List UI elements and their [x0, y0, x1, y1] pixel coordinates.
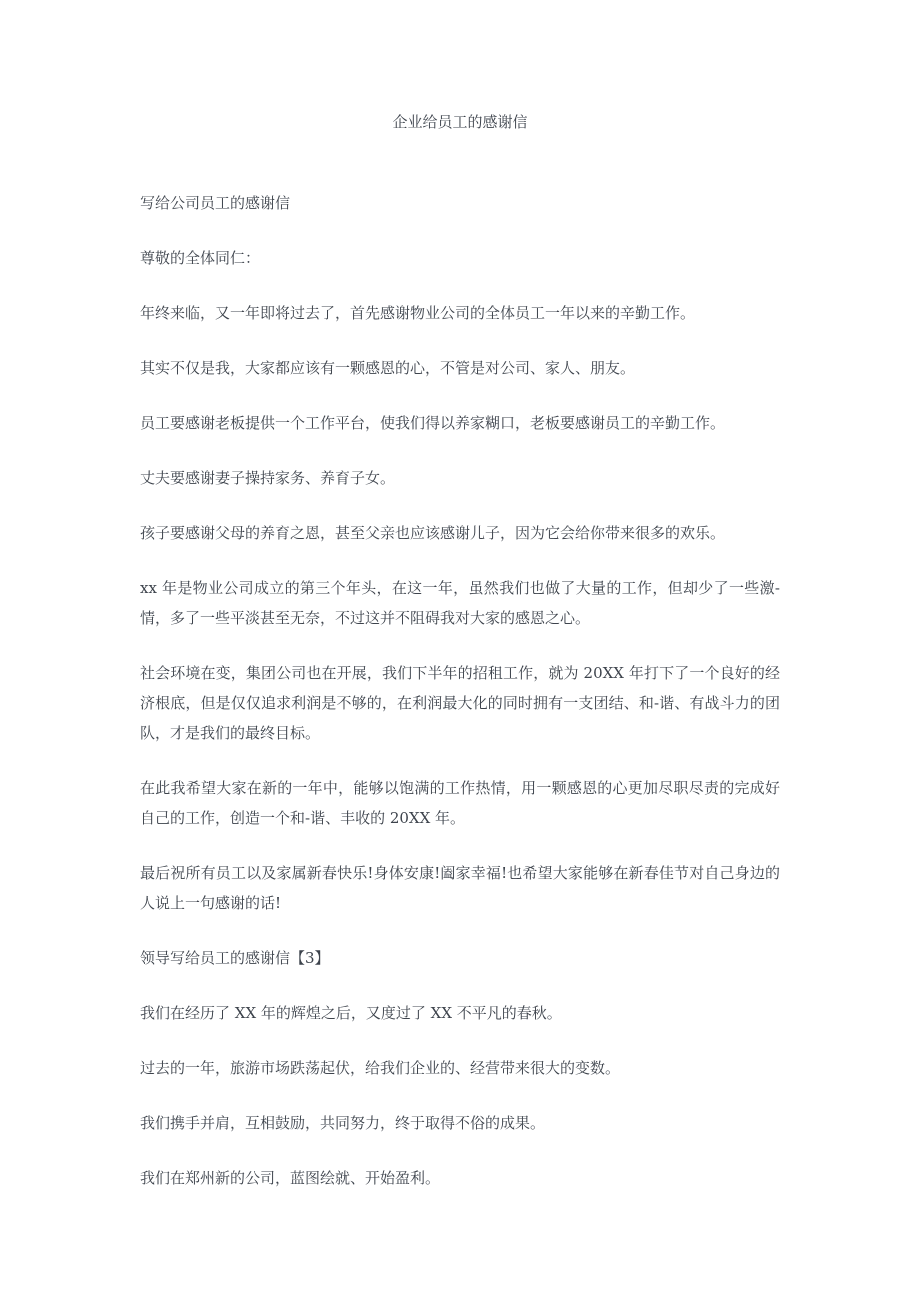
paragraph: 尊敬的全体同仁：: [140, 249, 261, 267]
document-title: 企业给员工的感谢信: [392, 113, 528, 131]
paragraph: xx 年是物业公司成立的第三个年头，在这一年，虽然我们也做了大量的工作，但却少了一些激-情，多了一些平淡甚至无奈，不过这并不阻碍我对大家的感恩之心。: [140, 579, 780, 627]
paragraph: 最后祝所有员工以及家属新春快乐!身体安康!阖家幸福!也希望大家能够在新春佳节对自己身边的人说上一句感谢的话!: [140, 864, 780, 912]
document-body: [140, 188, 780, 1193]
paragraph: 我们在郑州新的公司，蓝图绘就、开始盈利。: [140, 1169, 441, 1187]
paragraph: 我们在经历了 XX 年的辉煌之后，又度过了 XX 不平凡的春秋。: [140, 1004, 562, 1022]
paragraph: 社会环境在变，集团公司也在开展，我们下半年的招租工作，就为 20XX 年打下了一个良好的经济根底，但是仅仅追求利润是不够的，在利润最大化的同时拥有一支团结、和-谐、有战斗力的团队，才是我们的最终目标。: [140, 664, 780, 742]
paragraph: 写给公司员工的感谢信: [140, 194, 291, 212]
paragraph: 年终来临，又一年即将过去了，首先感谢物业公司的全体员工一年以来的辛勤工作。: [140, 304, 696, 322]
paragraph: 过去的一年，旅游市场跌荡起伏，给我们企业的、经营带来很大的变数。: [140, 1059, 621, 1077]
paragraph: 员工要感谢老板提供一个工作平台，使我们得以养家糊口，老板要感谢员工的辛勤工作。: [140, 414, 726, 432]
paragraph: 孩子要感谢父母的养育之恩，甚至父亲也应该感谢儿子，因为它会给你带来很多的欢乐。: [140, 524, 726, 542]
paragraph: 我们携手并肩，互相鼓励，共同努力，终于取得不俗的成果。: [140, 1114, 546, 1132]
paragraph: 领导写给员工的感谢信【3】: [140, 949, 330, 967]
paragraph: 在此我希望大家在新的一年中，能够以饱满的工作热情，用一颗感恩的心更加尽职尽责的完成好自己的工作，创造一个和-谐、丰收的 20XX 年。: [140, 779, 780, 827]
paragraph: 其实不仅是我，大家都应该有一颗感恩的心，不管是对公司、家人、朋友。: [140, 359, 636, 377]
paragraph: 丈夫要感谢妻子操持家务、养育子女。: [140, 469, 396, 487]
